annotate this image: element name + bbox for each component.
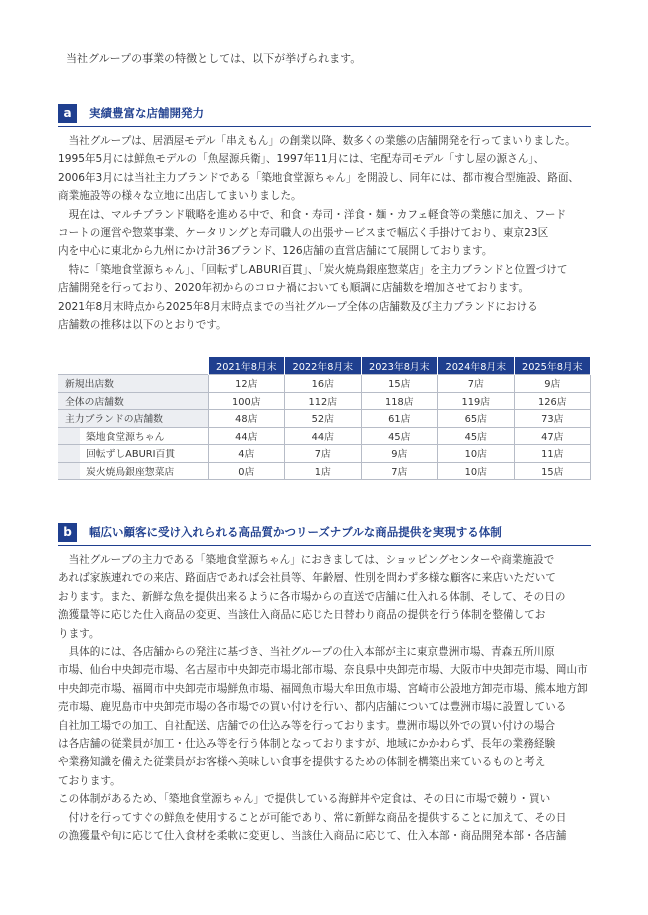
table-header-row [58,357,591,375]
table-header-cell: 2025年8月末 [514,357,591,375]
section-b-line: 売市場、鹿児島市中央卸売市場の各市場での買い付けを行い、都内店舗については豊洲市場に設置している [58,701,567,714]
table-header-cell: 2023年8月末 [361,357,438,375]
section-a-line: 店舗数の推移は以下のとおりです。 [58,319,227,332]
section-a-line: 特に「築地食堂源ちゃん」、「回転ずしABURI百貫」、「炭火焼鳥銀座惣菜店」を主力ブランドと位置づけて [68,263,568,276]
section-a-body [58,132,591,334]
table-cell: 112店 [285,392,362,410]
table-cell: 119店 [438,392,515,410]
section-b-line: 中央卸売市場、福岡市中央卸売市場鮮魚市場、福岡魚市場大牟田魚市場、宮崎市公設地方卸売市場、熊本地方卸 [58,682,588,695]
row-label [58,462,208,480]
section-b-line: の漁獲量や旬に応じて仕入食材を柔軟に変更し、当該仕入商品に応じて、仕入本部・商品開発本部・各店舗 [58,830,567,843]
section-a-header [58,100,591,127]
section-b-line: 当社グループの主力である「築地食堂源ちゃん」におきましては、ショッピングセンターや商業施設で [68,554,555,566]
table-cell: 61店 [361,410,438,428]
row-label-text: 炭火焼鳥銀座惣菜店 [86,466,175,478]
section-a-line: 1995年5月には鮮魚モデルの「魚屋源兵衛」、1997年11月には、宅配寿司モデル「すし屋の源さん」、 [58,153,545,166]
table-cell: 10店 [438,462,515,480]
table-cell: 16店 [285,375,362,393]
table-row [58,392,591,410]
table-cell: 118店 [361,392,438,410]
table-cell: 52店 [285,410,362,428]
section-a-line: 店舗開発を行っており、2020年初からのコロナ禍においても順調に店舗数を増加させております。 [58,282,530,295]
table-cell: 100店 [208,392,285,410]
table-cell: 9店 [361,445,438,463]
table-cell: 45店 [438,427,515,445]
table-cell: 11店 [514,445,591,463]
section-b-line: 漁獲量等に応じた仕入商品の変更、当該仕入商品に応じた日替わり商品の提供を行う体制を整備してお [58,609,546,622]
section-a-badge: a [58,104,77,123]
section-b-line: 自社加工場での加工、自社配送、店舗での仕込み等を行っております。豊洲市場以外での買い付けの場合 [58,719,556,732]
table-cell: 9店 [514,375,591,393]
section-a-title: 実績豊富な店舗開発力 [89,106,204,120]
row-label: 主力ブランドの店舗数 [58,410,208,428]
row-label [58,445,208,463]
table-cell: 126店 [514,392,591,410]
table-row-sub [58,462,591,480]
section-a-line: コートの運営や惣菜事業、ケータリングと寿司職人の出張サービスまで幅広く手掛けており、東京23区 [58,227,549,240]
table-cell: 12店 [208,375,285,393]
row-label: 新規出店数 [58,375,208,393]
table-cell: 65店 [438,410,515,428]
table-header-blank [58,357,208,375]
table-cell: 10店 [438,445,515,463]
table-header-cell: 2021年8月末 [208,357,285,375]
table-cell: 48店 [208,410,285,428]
table-cell: 47店 [514,427,591,445]
row-label-text: 築地食堂源ちゃん [86,431,165,443]
section-b-line: あれば家族連れでの来店、路面店であれば会社員等、年齢層、性別を問わず多様な顧客に来店いただいて [58,572,556,585]
section-b-line: は各店舗の従業員が加工・仕込み等を行う体制となっておりますが、地域にかかわらず、長年の業務経験 [58,738,556,751]
section-b-header [58,519,591,546]
row-label [58,427,208,445]
section-a-line: 商業施設等の様々な立地に出店してまいりました。 [58,190,302,203]
table-cell: 7店 [438,375,515,393]
section-b-line: ております。 [58,774,121,787]
table-row-sub [58,427,591,445]
store-count-table [58,357,591,480]
row-label: 全体の店舗数 [58,392,208,410]
section-b-line: 市場、仙台中央卸売市場、名古屋市中央卸売市場北部市場、奈良県中央卸売市場、大阪市中央卸売市場、岡山市 [58,664,588,677]
section-b-badge: b [58,523,77,542]
section-b-line: 付けを行ってすぐの鮮魚を使用することが可能であり、常に新鮮な商品を提供することに加えて、その日 [68,811,567,824]
section-b-line: や業務知識を備えた従業員がお客様へ美味しい食事を提供するための体制を構築出来ているものと考え [58,756,546,769]
intro-text: 当社グループの事業の特徴としては、以下が挙げられます。 [66,52,362,65]
section-b-line: おります。また、新鮮な魚を提供出来るように各市場からの直送で店舗に仕入れる体制、そして、その日の [58,590,566,603]
table-cell: 15店 [514,462,591,480]
table-cell: 73店 [514,410,591,428]
table-header-cell: 2022年8月末 [285,357,362,375]
table-cell: 44店 [208,427,285,445]
section-a-line: 当社グループは、居酒屋モデル「串えもん」の創業以降、数多くの業態の店舗開発を行ってまいりました。 [68,135,576,147]
table-cell: 0店 [208,462,285,480]
table-cell: 44店 [285,427,362,445]
table-cell: 4店 [208,445,285,463]
section-b-line: ります。 [58,627,100,640]
table-cell: 15店 [361,375,438,393]
section-b-body [58,551,591,846]
section-a-line: 内を中心に東北から九州にかけ計36ブランド、126店舗の直営店舗にて展開しております。 [58,245,493,258]
table-cell: 1店 [285,462,362,480]
section-a-line: 現在は、マルチブランド戦略を進める中で、和食・寿司・洋食・麺・カフェ軽食等の業態に加え、フード [68,208,567,221]
table-cell: 45店 [361,427,438,445]
row-label-text: 回転ずしABURI百貫 [86,449,176,461]
section-b-title: 幅広い顧客に受け入れられる高品質かつリーズナブルな商品提供を実現する体制 [89,525,502,539]
section-a-line: 2006年3月には当社主力ブランドである「築地食堂源ちゃん」を開設し、同年には、都市複合型施設、路面、 [58,171,580,184]
table-header-cell: 2024年8月末 [438,357,515,375]
table-row-sub [58,445,591,463]
section-b-line: この体制があるため、「築地食堂源ちゃん」で提供している海鮮丼や定食は、その日に市場で競り・買い [58,793,551,806]
section-a-line: 2021年8月末時点から2025年8月末時点までの当社グループ全体の店舗数及び主力ブランドにおける [58,300,538,313]
table-cell: 7店 [285,445,362,463]
section-b-line: 具体的には、各店舗からの発注に基づき、当社グループの仕入本部が主に東京豊洲市場、青森五所川原 [68,646,555,659]
table-row [58,375,591,393]
table-cell: 7店 [361,462,438,480]
table-row [58,410,591,428]
